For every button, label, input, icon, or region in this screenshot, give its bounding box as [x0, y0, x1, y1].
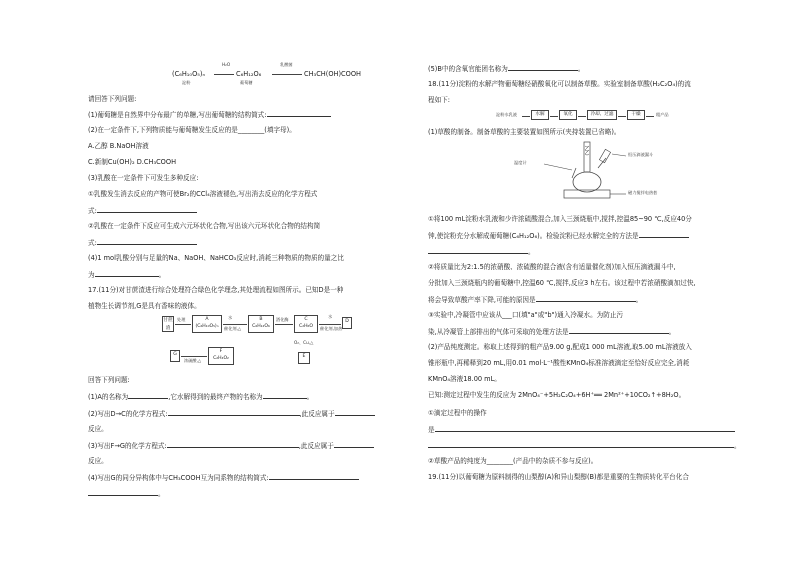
flow-hydrolysis-box: 水解: [531, 110, 549, 120]
flow-start-box: 甘蔗渣: [163, 318, 173, 331]
question-16-3-1-answer: 式:: [88, 206, 197, 216]
flow-to-d-cond: 催化剂,加热: [320, 326, 343, 331]
option-c-d: C.新制Cu(OH)₂ D.CH₃COOH: [88, 158, 177, 166]
flow-to-g-cond: 浓硫酸,△: [184, 358, 202, 363]
flow-dry-box: 干燥: [627, 110, 645, 120]
question-17-3-end: 反应。: [88, 457, 108, 465]
flow-oxidation-box: 氧化: [559, 110, 577, 120]
question-17-intro-2: 植物生长调节剂,G是具有香味的液体。: [88, 302, 201, 310]
flow-arrow-c: [578, 116, 586, 117]
flow-arrow-b: [550, 116, 558, 117]
flow-to-d-label: 水: [328, 314, 333, 319]
question-17-1: (1)A的名称为 ,它水解得到的最终产物的名称为 。: [88, 393, 314, 401]
flow-to-b-cond: 催化剂,△: [224, 326, 242, 331]
answer-prompt: 请回答下列问题:: [88, 95, 137, 103]
flow-arrow-d: [618, 116, 626, 117]
flow-end-label: 粗产品: [656, 112, 669, 117]
step-2-cont: 分批加入三颈烧瓶内的葡萄糖中,控温60 ℃,搅拌,反应3 h左右。该过程中若浓硝酸滴加过快,: [428, 279, 696, 287]
question-18-intro: 18.(11分)淀粉的水解产物葡萄糖经硝酸氧化可以制备草酸。实验室制备草酸(H₂C₂O₄)的流: [428, 80, 691, 88]
question-16-3: (3)乳酸在一定条件下可发生多种反应:: [88, 174, 199, 182]
scheme-middle: C₆H₁₂O₆: [236, 70, 262, 78]
flow-box-a: A (C₆H₁₀O₅)ₙ: [192, 315, 222, 333]
question-17-3: (3)写出F→G的化学方程式: ,此反应属于: [88, 441, 374, 451]
apparatus-diagram: [514, 138, 684, 208]
question-17-4-answer: 。: [88, 489, 165, 499]
question-18-2-cont-2: KMnO₄溶液18.00 mL。: [428, 375, 501, 383]
scheme-arrow-2: [272, 74, 302, 75]
step-1-cont: 钟,使淀粉充分水解成葡萄糖(C₆H₁₂O₆)。检验淀粉已经水解完全的方法是: [428, 231, 689, 241]
flow-box-e: E: [298, 352, 310, 364]
question-17-intro: 17.(11分)对甘蔗渣进行综合处理符合绿色化学理念,其处理流程如图所示。已知D是一种: [88, 286, 344, 294]
question-16-3-2-answer: 式:: [88, 238, 197, 248]
flow-start-label: 淀粉水乳液: [496, 112, 517, 117]
titration-operation: ①滴定过程中的操作: [428, 409, 487, 417]
flow-to-c-label: 酒化酶: [276, 317, 289, 322]
question-16-3-1: ①乳酸发生消去反应的产物可使Br₂的CCl₄溶液褪色,写出消去反应的化学方程式: [88, 190, 318, 198]
titration-operation-answer: 是: [428, 425, 735, 435]
dropping-funnel-label: 恒压滴液漏斗: [628, 152, 654, 157]
reaction-scheme: [172, 62, 412, 84]
question-17-2-end: 反应。: [88, 425, 108, 433]
thermometer-label: 温度计: [514, 160, 527, 165]
heating-mantle-label: 磁力搅拌电热套: [628, 190, 658, 195]
flow-arrow-a: [522, 116, 530, 117]
scheme-product: CH₃CH(OH)COOH: [304, 70, 362, 78]
step-1-answer: 。: [428, 247, 535, 257]
flow-cool-filter-box: 冷却、过滤: [587, 110, 617, 120]
flow-arrow-2: [223, 324, 247, 325]
question-18-2: (2)产品纯度测定。称取上述得到的粗产品9.00 g,配成1 000 mL溶液,取5.00 mL溶液放入: [428, 343, 692, 351]
question-16-1: (1)葡萄糖是自然界中分布最广的单糖,写出葡萄糖的结构简式:: [88, 110, 331, 120]
question-18-2-cont: 锥形瓶中,再稀释到20 mL,用0.01 mol·L⁻¹酸性KMnO₄标准溶液滴定至恰好反应完全,消耗: [428, 359, 690, 367]
flow-arrow-1: [175, 324, 191, 325]
scheme-reactant-name: 淀粉: [182, 80, 191, 85]
scheme-reactant: (C₆H₁₀O₅)ₙ: [172, 70, 206, 78]
answer-prompt-17: 回答下列问题:: [88, 376, 130, 384]
oxalic-acid-flow: [496, 110, 696, 122]
question-17-4: (4)写出G的同分异构体中与CH₃COOH互为同系物的结构简式:: [88, 473, 359, 483]
flow-arrow-3: [275, 324, 293, 325]
option-a-b: A.乙醇 B.NaOH溶液: [88, 142, 149, 150]
step-2: ②将质量比为2:1.5的浓硝酸、浓硫酸的混合液(含有适量催化剂)加入恒压滴液漏斗中,: [428, 263, 676, 271]
step-1: ①将100 mL淀粉水乳液和少许浓硫酸混合,加入三颈烧瓶中,搅拌,控温85~90 ℃,反应40分: [428, 215, 692, 223]
flow-box-b: B C₆H₁₂O₆: [248, 315, 274, 333]
left-column: [88, 0, 406, 562]
question-18-intro-2: 程如下:: [428, 96, 451, 104]
sugarcane-flow-chart: [162, 314, 352, 370]
question-16-4: (4)1 mol乳酸分别与足量的Na、NaOH、NaHCO₃反应时,消耗三种物质的物质的量之比: [88, 254, 344, 262]
flow-box-f: F C₂H₄O₂: [208, 347, 234, 365]
flow-arrow-5: [181, 356, 207, 357]
flow-to-e-cond: O₂、Cu,△: [294, 340, 314, 345]
flow-to-b-label: 水: [228, 315, 233, 320]
apparatus-drawing: [514, 138, 684, 208]
question-16-2: (2)在一定条件下,下列物质能与葡萄糖发生反应的是________(填字母)。: [88, 126, 296, 134]
flow-box-c: C C₂H₆O: [294, 315, 318, 333]
scheme-middle-name: 葡萄糖: [240, 80, 253, 85]
scheme-arrow2-label: 乳酸菌: [280, 62, 293, 67]
flow-step1-label: 处理: [177, 317, 186, 322]
flow-box-g: G: [170, 350, 180, 362]
question-18-1: (1)草酸的制备。制备草酸的主要装置如图所示(夹持装置已省略)。: [428, 128, 621, 136]
flow-arrow-e: [646, 116, 654, 117]
step-3: ③实验中,冷凝管中应该从___口(填"a"或"b")通入冷凝水。为防止污: [428, 311, 624, 319]
titration-operation-answer-2: 。: [428, 441, 741, 451]
question-19: 19.(11分)以葡萄糖为原料制得的山梨醇(A)和异山梨醇(B)都是重要的生物质转化平台化合: [428, 473, 689, 481]
scheme-arrow-1: [214, 74, 234, 75]
flow-box-d: D: [342, 317, 352, 329]
step-3-cont: 染,从冷凝管上部排出的气体可采取的处理方法是 。: [428, 328, 676, 336]
purity-question: ②草酸产品的纯度为________(产品中的杂质不参与反应)。: [428, 457, 598, 465]
known-reaction: 已知:测定过程中发生的反应为 2MnO₄⁻+5H₂C₂O₄+6H⁺══ 2Mn²⁺+10CO₂↑+8H₂O。: [428, 391, 686, 399]
right-column: [428, 0, 748, 562]
question-16-3-2: ②乳酸在一定条件下反应可生成六元环状化合物,写出该六元环状化合物的结构简: [88, 222, 321, 230]
step-2-cont-2: 将会导致草酸产率下降,可能的原因是 。: [428, 296, 643, 304]
flow-arrow-4: [319, 324, 341, 325]
question-16-4-answer: 为 。: [88, 271, 166, 279]
question-17-5: (5)B中的含氧官能团名称为 。: [428, 65, 585, 73]
question-17-2: (2)写出D→C的化学方程式: ,此反应属于: [88, 409, 375, 419]
scheme-arrow1-label: H₂O: [222, 62, 231, 67]
